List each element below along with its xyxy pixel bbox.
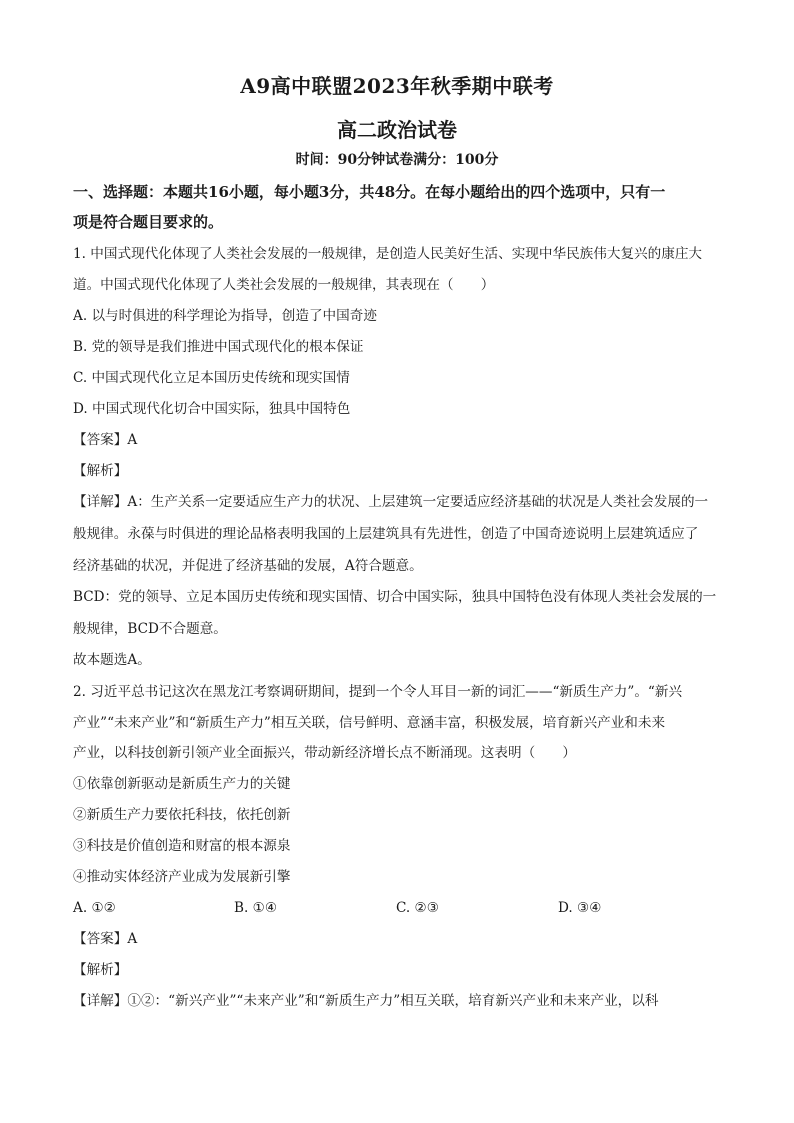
- q2-analysis-label: 【解析】: [73, 962, 128, 978]
- q1-detail-line4: BCD：党的领导、立足本国历史传统和现实国情、切合中国实际，独具中国特色没有体现人类社会发展的一: [73, 589, 717, 605]
- q2-item-4: ④推动实体经济产业成为发展新引擎: [73, 869, 291, 885]
- q1-option-c: C. 中国式现代化立足本国历史传统和现实国情: [73, 370, 350, 386]
- q2-answer: 【答案】A: [73, 931, 138, 947]
- q1-stem-line1: 1. 中国式现代化体现了人类社会发展的一般规律，是创造人民美好生活、实现中华民族伟大复兴的康庄大: [73, 246, 703, 262]
- q2-option-b: B. ①④: [234, 900, 278, 916]
- exam-info: 时间：90分钟试卷满分：100分: [295, 152, 499, 168]
- section-heading-line1: 一、选择题：本题共16小题，每小题3分，共48分。在每小题给出的四个选项中，只有一: [73, 183, 666, 201]
- q2-option-a: A. ①②: [73, 900, 116, 916]
- q2-item-3: ③科技是价值创造和财富的根本源泉: [73, 838, 291, 854]
- q2-stem-line1: 2. 习近平总书记这次在黑龙江考察调研期间，提到一个令人耳目一新的词汇——“新质生产力”。“新兴: [73, 684, 683, 700]
- q1-conclusion: 故本题选A。: [73, 652, 151, 668]
- q1-option-b: B. 党的领导是我们推进中国式现代化的根本保证: [73, 339, 364, 355]
- q2-option-c: C. ②③: [396, 900, 439, 916]
- q1-analysis-label: 【解析】: [73, 463, 128, 479]
- q1-detail-line3: 经济基础的状况，并促进了经济基础的发展，A符合题意。: [73, 558, 423, 574]
- q2-stem-line2: 产业”“未来产业”和“新质生产力”相互关联，信号鲜明、意涵丰富，积极发展，培育新兴产业和未来: [73, 715, 666, 731]
- exam-subject: 高二政治试卷: [337, 118, 457, 142]
- q1-detail-line5: 般规律，BCD不合题意。: [73, 621, 227, 637]
- q1-stem-line2: 道。中国式现代化体现了人类社会发展的一般规律，其表现在（ ）: [73, 277, 495, 293]
- q2-detail-line1: 【详解】①②：“新兴产业”“未来产业”和“新质生产力”相互关联，培育新兴产业和未来产业，以科: [73, 993, 659, 1009]
- section-heading-line2: 项是符合题目要求的。: [73, 213, 224, 231]
- q2-item-2: ②新质生产力要依托科技，依托创新: [73, 807, 291, 823]
- q1-option-a: A. 以与时俱进的科学理论为指导，创造了中国奇迹: [73, 308, 377, 324]
- q1-detail-line1: 【详解】A：生产关系一定要适应生产力的状况、上层建筑一定要适应经济基础的状况是人类社会发展的一: [73, 494, 709, 510]
- q2-stem-line3: 产业，以科技创新引领产业全面振兴，带动新经济增长点不断涌现。这表明（ ）: [73, 745, 576, 761]
- q1-detail-line2: 般规律。永葆与时俱进的理论品格表明我国的上层建筑具有先进性，创造了中国奇迹说明上层建筑适应了: [73, 526, 699, 542]
- q1-answer: 【答案】A: [73, 432, 138, 448]
- exam-title: A9高中联盟2023年秋季期中联考: [240, 74, 554, 98]
- q2-option-d: D. ③④: [558, 900, 602, 916]
- q2-item-1: ①依靠创新驱动是新质生产力的关键: [73, 776, 291, 792]
- q1-option-d: D. 中国式现代化切合中国实际，独具中国特色: [73, 401, 351, 417]
